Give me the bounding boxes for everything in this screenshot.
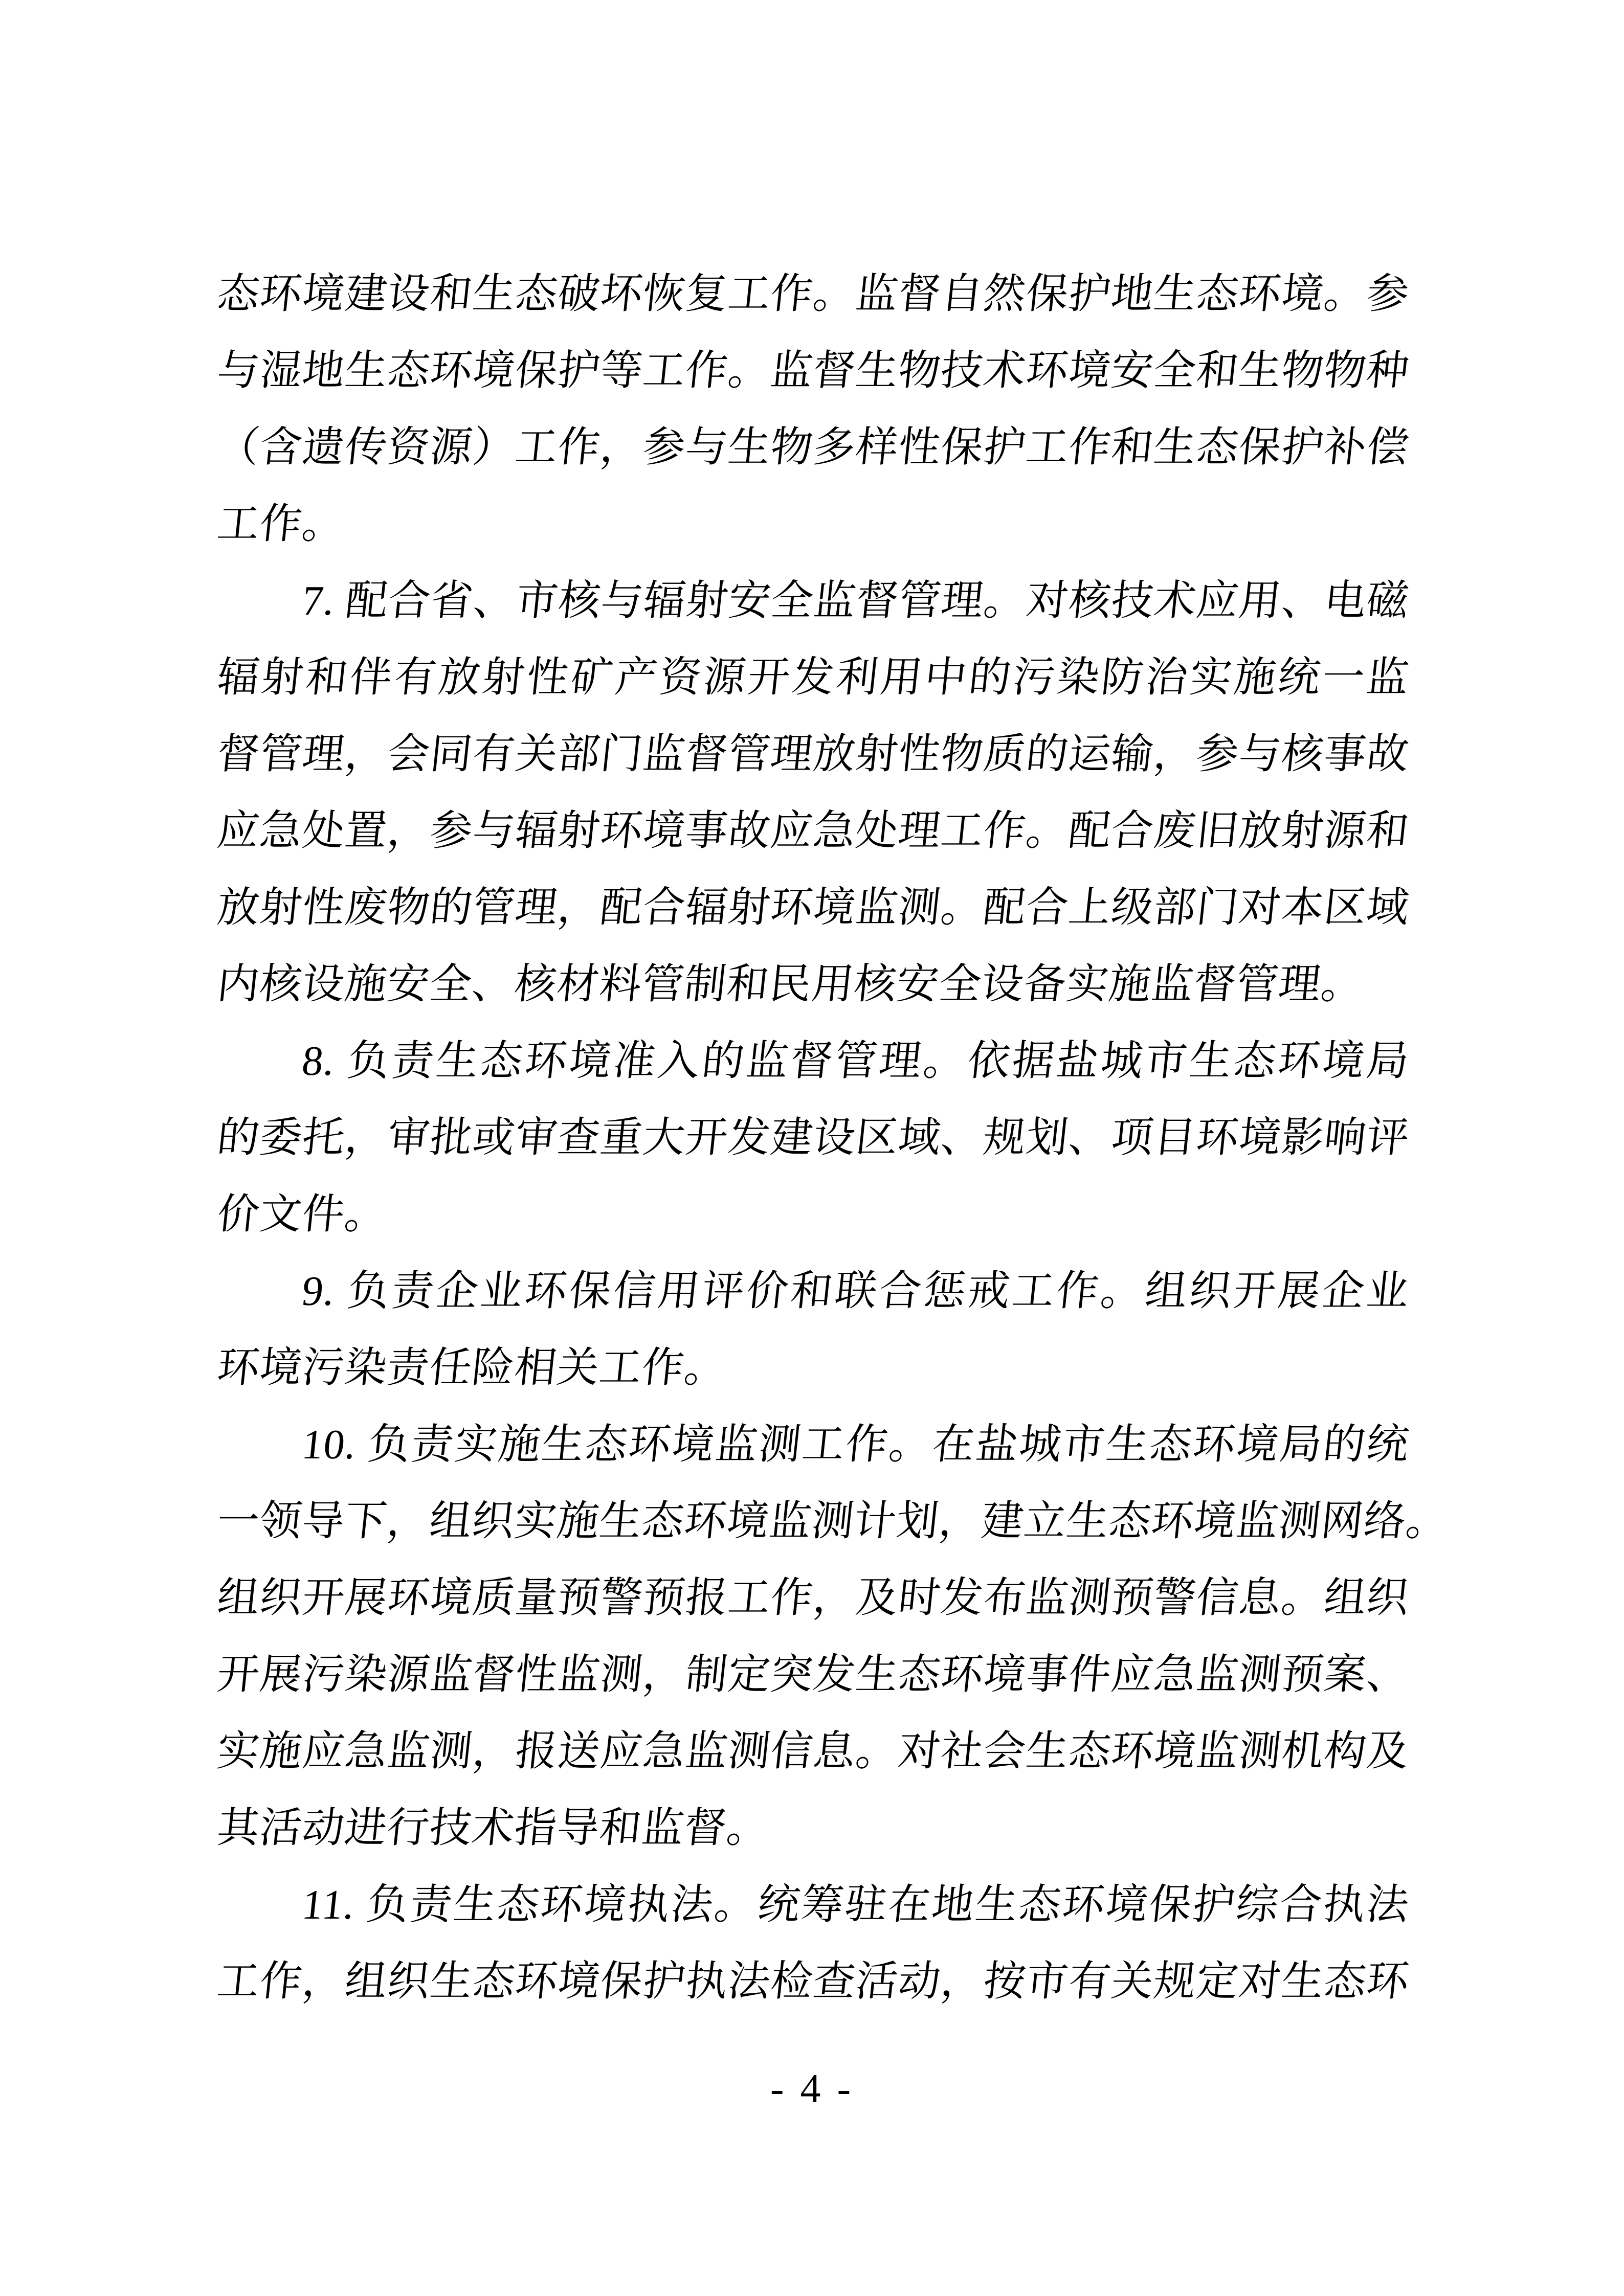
text-line: 环境污染责任险相关工作。 xyxy=(215,1344,729,1391)
text-line: 组织开展环境质量预警预报工作，及时发布监测预警信息。组织 xyxy=(215,1574,1412,1621)
text-line: 的委托，审批或审查重大开发建设区域、规划、项目环境影响评 xyxy=(215,1114,1412,1161)
text-line: 内核设施安全、核材料管制和民用核安全设备实施监督管理。 xyxy=(215,961,1366,1007)
paragraph xyxy=(215,1406,1451,1866)
text-line: 价文件。 xyxy=(215,1191,390,1237)
text-line: 辐射和伴有放射性矿产资源开发利用中的污染防治实施统一监 xyxy=(215,654,1412,701)
text-line: 10. 负责实施生态环境监测工作。在盐城市生态环境局的统 xyxy=(300,1421,1412,1468)
text-line: 工作，组织生态环境保护执法检查活动，按市有关规定对生态环 xyxy=(215,1958,1412,2005)
text-line: 一领导下，组织实施生态环境监测计划，建立生态环境监测网络。 xyxy=(215,1498,1451,1544)
paragraph xyxy=(215,256,1412,562)
page-number: - 4 - xyxy=(770,2066,854,2111)
text-line: 8. 负责生态环境准入的监督管理。依据盐城市生态环境局 xyxy=(300,1038,1412,1084)
text-line: 工作。 xyxy=(215,501,347,547)
text-line: 应急处置，参与辐射环境事故应急处理工作。配合废旧放射源和 xyxy=(215,807,1412,854)
text-line: 督管理，会同有关部门监督管理放射性物质的运输，参与核事故 xyxy=(215,731,1412,777)
paragraph xyxy=(215,562,1412,1023)
text-line: 实施应急监测，报送应急监测信息。对社会生态环境监测机构及 xyxy=(215,1728,1412,1774)
text-line: 态环境建设和生态破坏恢复工作。监督自然保护地生态环境。参 xyxy=(215,271,1412,317)
text-line: 9. 负责企业环保信用评价和联合惩戒工作。组织开展企业 xyxy=(300,1268,1412,1314)
paragraph xyxy=(215,1253,1412,1406)
text-line: 其活动进行技术指导和监督。 xyxy=(215,1805,772,1851)
text-line: （含遗传资源）工作，参与生物多样性保护工作和生态保护补偿 xyxy=(215,424,1412,470)
text-line: 开展污染源监督性监测，制定突发生态环境事件应急监测预案、 xyxy=(215,1651,1412,1698)
text-line: 11. 负责生态环境执法。统筹驻在地生态环境保护综合执法 xyxy=(300,1881,1412,1928)
text-body xyxy=(215,256,1451,2020)
text-line: 与湿地生态环境保护等工作。监督生物技术环境安全和生物物种 xyxy=(215,347,1412,394)
paragraph xyxy=(215,1866,1412,2020)
text-line: 7. 配合省、市核与辐射安全监督管理。对核技术应用、电磁 xyxy=(300,577,1412,624)
paragraph xyxy=(215,1023,1412,1253)
text-line: 放射性废物的管理，配合辐射环境监测。配合上级部门对本区域 xyxy=(215,884,1412,931)
